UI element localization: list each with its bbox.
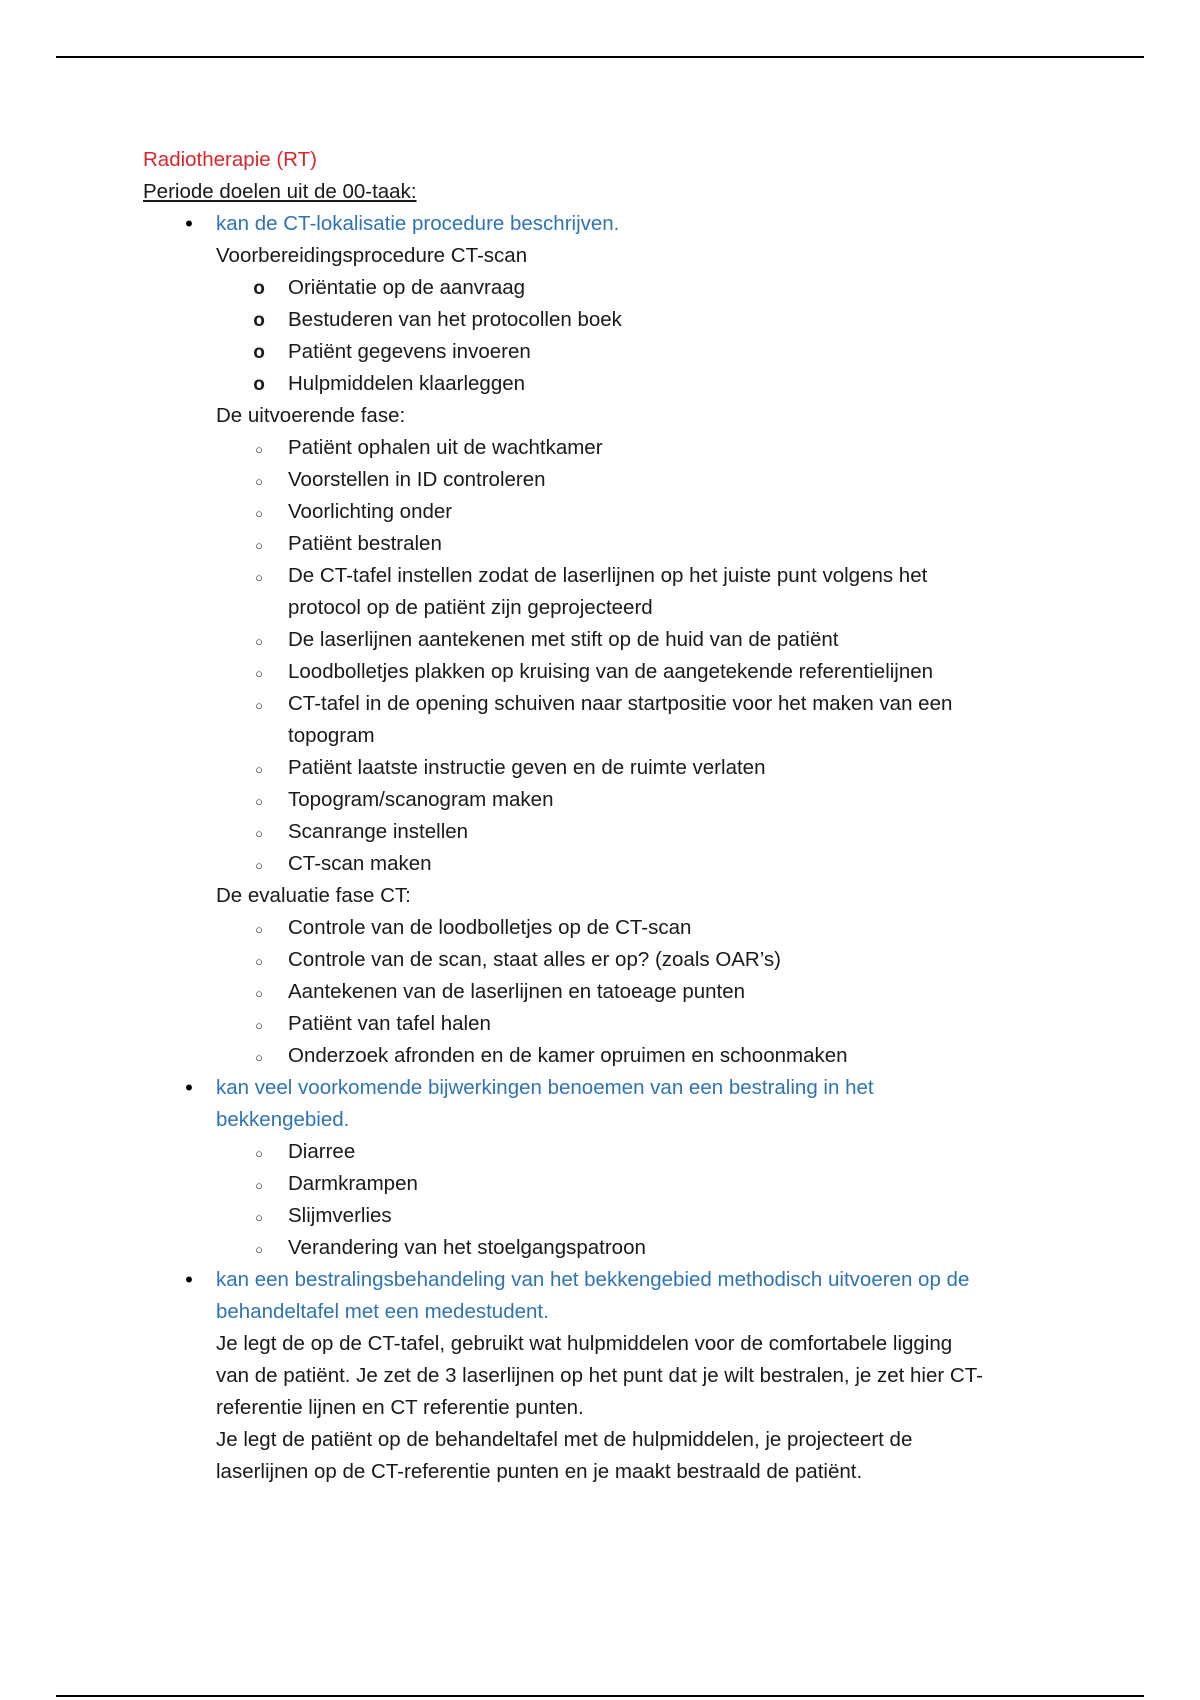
circle-bullet-icon	[249, 1232, 269, 1266]
circle-bullet-icon	[249, 848, 269, 882]
footer-rule	[56, 1695, 1144, 1697]
list-item: ○ De laserlijnen aantekenen met stift op de huid van de patiënt	[143, 624, 1063, 656]
circle-bullet-icon	[249, 1200, 269, 1234]
list-item: o Bestuderen van het protocollen boek	[143, 304, 1063, 336]
sub-heading: De uitvoerende fase:	[216, 404, 406, 427]
list-item: ○ Patiënt van tafel halen	[143, 1008, 1063, 1040]
goal-label-continuation: behandeltafel met een medestudent.	[216, 1300, 549, 1323]
circle-bullet-icon	[249, 304, 269, 337]
goal-label: kan een bestralingsbehandeling van het bekkengebied methodisch uitvoeren op de	[216, 1268, 970, 1291]
circle-bullet-icon	[249, 560, 269, 594]
list-item: ○ Controle van de scan, staat alles er op? (zoals OAR’s)	[143, 944, 1063, 976]
circle-bullet-icon	[249, 624, 269, 658]
list-item: ○ Loodbolletjes plakken op kruising van de aangetekende referentielijnen	[143, 656, 1063, 688]
page-title: Radiotherapie (RT)	[143, 148, 317, 171]
circle-bullet-icon	[249, 656, 269, 690]
header-rule	[56, 56, 1144, 58]
circle-bullet-icon	[249, 432, 269, 466]
goal-label: kan veel voorkomende bijwerkingen benoemen van een bestraling in het	[216, 1076, 874, 1099]
list-item: ○ Controle van de loodbolletjes op de CT-scan	[143, 912, 1063, 944]
document-body	[143, 144, 1063, 1488]
bullet-icon	[179, 1072, 199, 1105]
list-item: ○ Voorlichting onder	[143, 496, 1063, 528]
circle-bullet-icon	[249, 976, 269, 1010]
circle-bullet-icon	[249, 368, 269, 401]
list-item: o Patiënt gegevens invoeren	[143, 336, 1063, 368]
goal-label-continuation: bekkengebied.	[216, 1108, 350, 1131]
section-subtitle: Periode doelen uit de 00-taak:	[143, 180, 417, 203]
goal-item	[143, 1264, 1063, 1296]
list-item: ○ Patiënt ophalen uit de wachtkamer	[143, 432, 1063, 464]
list-item: ○ Patiënt bestralen	[143, 528, 1063, 560]
circle-bullet-icon	[249, 528, 269, 562]
list-item: ○ CT-scan maken	[143, 848, 1063, 880]
paragraph-line: laserlijnen op de CT-referentie punten en je maakt bestraald de patiënt.	[216, 1460, 863, 1483]
paragraph-line: van de patiënt. Je zet de 3 laserlijnen op het punt dat je wilt bestralen, je zet hier CT-	[216, 1364, 983, 1387]
circle-bullet-icon	[249, 752, 269, 786]
list-item: ○ Darmkrampen	[143, 1168, 1063, 1200]
list-item: ○ Verandering van het stoelgangspatroon	[143, 1232, 1063, 1264]
goal-label: kan de CT-lokalisatie procedure beschrijven.	[216, 212, 620, 235]
circle-bullet-icon	[249, 816, 269, 850]
list-item: o Hulpmiddelen klaarleggen	[143, 368, 1063, 400]
circle-bullet-icon	[249, 1168, 269, 1202]
circle-bullet-icon	[249, 1008, 269, 1042]
circle-bullet-icon	[249, 944, 269, 978]
circle-bullet-icon	[249, 912, 269, 946]
circle-bullet-icon	[249, 688, 269, 722]
list-item: ○ Diarree	[143, 1136, 1063, 1168]
paragraph-line: Je legt de op de CT-tafel, gebruikt wat hulpmiddelen voor de comfortabele ligging	[216, 1332, 953, 1355]
goal-item	[143, 208, 1063, 240]
paragraph-line: Je legt de patiënt op de behandeltafel met de hulpmiddelen, je projecteert de	[216, 1428, 913, 1451]
list-item: ○ Slijmverlies	[143, 1200, 1063, 1232]
list-item: ○ Patiënt laatste instructie geven en de ruimte verlaten	[143, 752, 1063, 784]
circle-bullet-icon	[249, 272, 269, 305]
sub-heading: Voorbereidingsprocedure CT-scan	[216, 244, 528, 267]
circle-bullet-icon	[249, 784, 269, 818]
list-item: ○ Scanrange instellen	[143, 816, 1063, 848]
bullet-icon	[179, 1264, 199, 1297]
circle-bullet-icon	[249, 464, 269, 498]
list-item: o Oriëntatie op de aanvraag	[143, 272, 1063, 304]
bullet-icon	[179, 208, 199, 241]
list-item: ○ Topogram/scanogram maken	[143, 784, 1063, 816]
circle-bullet-icon	[249, 1040, 269, 1074]
circle-bullet-icon	[249, 1136, 269, 1170]
list-item: ○ Onderzoek afronden en de kamer opruimen en schoonmaken	[143, 1040, 1063, 1072]
list-item: ○ De CT-tafel instellen zodat de laserlijnen op het juiste punt volgens het	[143, 560, 1063, 592]
sub-heading: De evaluatie fase CT:	[216, 884, 411, 907]
circle-bullet-icon	[249, 496, 269, 530]
list-item: ○ Voorstellen in ID controleren	[143, 464, 1063, 496]
circle-bullet-icon	[249, 336, 269, 369]
goal-item	[143, 1072, 1063, 1104]
list-item-continuation: topogram	[288, 724, 375, 747]
paragraph-line: referentie lijnen en CT referentie punten.	[216, 1396, 584, 1419]
list-item: ○ CT-tafel in de opening schuiven naar startpositie voor het maken van een	[143, 688, 1063, 720]
list-item: ○ Aantekenen van de laserlijnen en tatoeage punten	[143, 976, 1063, 1008]
list-item-continuation: protocol op de patiënt zijn geprojecteerd	[288, 596, 653, 619]
